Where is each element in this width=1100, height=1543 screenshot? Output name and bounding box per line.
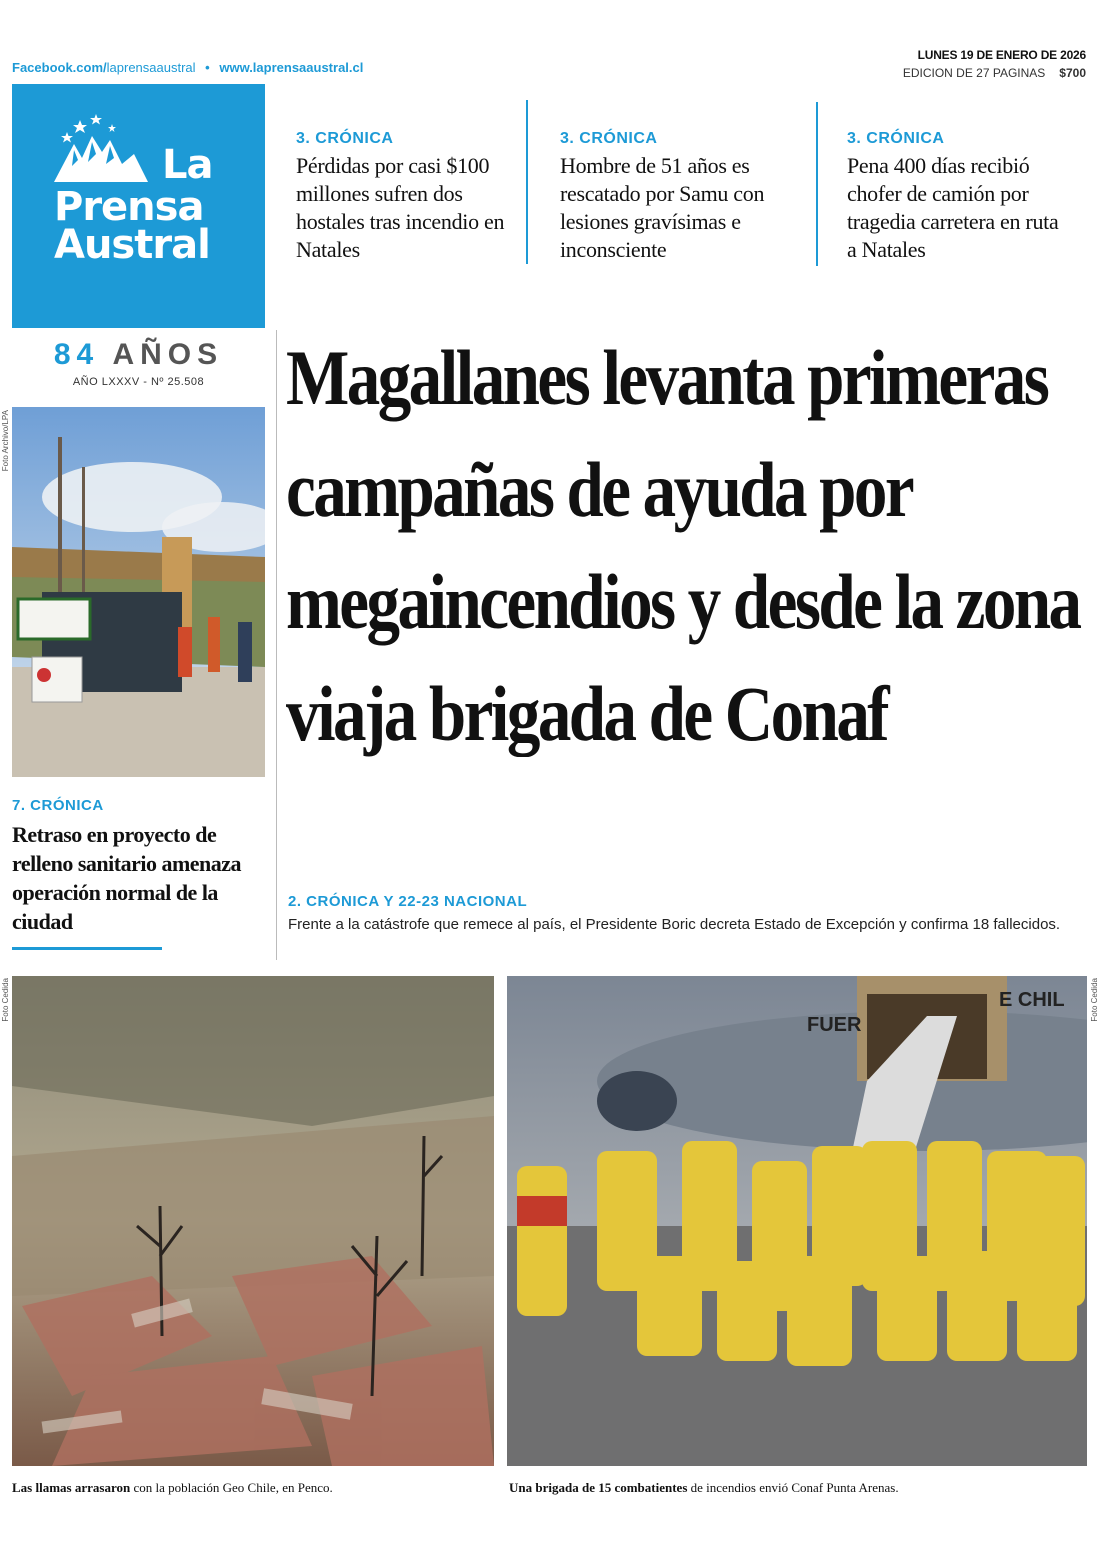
- side-section: 7. CRÓNICA: [12, 797, 104, 814]
- social-links: [12, 60, 363, 75]
- teaser-section: 3. CRÓNICA: [847, 130, 945, 147]
- caption-left: Las llamas arrasaron con la población Geo Chile, en Penco.: [12, 1480, 333, 1495]
- masthead-name: La Prensa Austral: [54, 142, 213, 268]
- plane-lettering-right: E CHIL: [999, 989, 1065, 1011]
- photo-credit-right: Foto Cedida: [1090, 978, 1099, 1022]
- column-divider: [276, 330, 277, 960]
- landfill-photo[interactable]: [12, 407, 265, 777]
- page-count: EDICION DE 27 PAGINAS: [902, 66, 1046, 80]
- lead-section: 2. CRÓNICA Y 22-23 NACIONAL: [288, 893, 528, 910]
- brigade-photo[interactable]: [507, 976, 1087, 1466]
- side-underline: [12, 947, 162, 950]
- separator-dot: •: [205, 60, 210, 75]
- facebook-link[interactable]: Facebook.com/laprensaaustral: [12, 60, 196, 75]
- edition-info: [903, 66, 1086, 80]
- divider: [816, 102, 818, 266]
- fire-damage-photo[interactable]: [12, 976, 494, 1466]
- anniversary: [12, 338, 265, 388]
- teaser-headline: Pena 400 días recibió chofer de camión por tragedia carretera en ruta a Natales: [847, 153, 1059, 262]
- masthead-logo[interactable]: [12, 84, 265, 328]
- teaser-3[interactable]: [847, 130, 1072, 264]
- teaser-2[interactable]: [560, 130, 785, 264]
- divider: [526, 100, 528, 264]
- issue-date: LUNES 19 DE ENERO DE 2026: [917, 48, 1086, 62]
- lead-headline[interactable]: Magallanes levanta primeras campañas de ayuda por megaincendios y desde la zona viaja brigada de Conaf: [286, 334, 1080, 757]
- landfill-photo-illustration: [12, 407, 265, 777]
- teaser-headline: Hombre de 51 años es rescatado por Samu con lesiones gravísimas e inconsciente: [560, 153, 765, 262]
- price: $700: [1059, 66, 1086, 80]
- photo-credit: Foto Archivo/LPA: [1, 410, 10, 472]
- teaser-1[interactable]: [296, 130, 521, 264]
- years-label: 84 AÑOS: [53, 338, 224, 371]
- brigade-illustration: [507, 976, 1087, 1466]
- fire-damage-illustration: [12, 976, 494, 1466]
- website-link[interactable]: www.laprensaaustral.cl: [219, 60, 364, 75]
- photo-credit-left: Foto Cedida: [1, 978, 10, 1022]
- caption-right: Una brigada de 15 combatientes de incendios envió Conaf Punta Arenas.: [509, 1480, 899, 1495]
- issue-number: AÑO LXXXV - Nº 25.508: [72, 376, 205, 388]
- plane-lettering-left: FUER: [807, 1014, 862, 1036]
- teaser-headline: Pérdidas por casi $100 millones sufren dos hostales tras incendio en Natales: [296, 153, 505, 262]
- teaser-section: 3. CRÓNICA: [296, 130, 394, 147]
- lead-summary: Frente a la catástrofe que remece al país, el Presidente Boric decreta Estado de Excepción y confirma 18 fallecidos.: [288, 916, 1061, 933]
- side-headline[interactable]: Retraso en proyecto de relleno sanitario amenaza operación normal de la ciudad: [12, 822, 242, 934]
- dateline: [903, 48, 1086, 80]
- teaser-section: 3. CRÓNICA: [560, 130, 658, 147]
